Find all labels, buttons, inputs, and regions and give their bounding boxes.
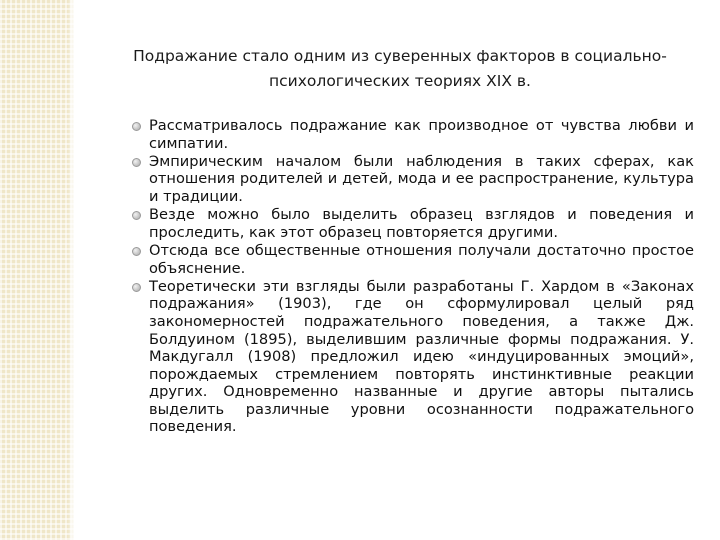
bullet-item-4 — [132, 242, 694, 277]
bullet-dot-icon — [132, 122, 141, 131]
bullet-item-2 — [132, 153, 694, 206]
bullet-dot-icon — [132, 211, 141, 220]
bullet-text: Эмпирическим началом были наблюдения в таких сферах, как отношения родителей и детей, мода и ее распространение, культура и традиции. — [149, 152, 694, 205]
bullet-text: Везде можно было выделить образец взглядов и поведения и проследить, как этот образец повторяется другими. — [149, 206, 694, 241]
decorative-side-strip — [0, 0, 74, 540]
bullet-item-3 — [132, 206, 694, 241]
slide-title — [100, 44, 700, 94]
bullet-text: Рассматривалось подражание как производное от чувства любви и симпатии. — [149, 117, 694, 152]
bullet-item-1 — [132, 117, 694, 152]
bullet-dot-icon — [132, 247, 141, 256]
bullet-dot-icon — [132, 158, 141, 167]
title-keyword: Подражание — [133, 47, 238, 65]
bullet-list — [132, 117, 694, 437]
bullet-dot-icon — [132, 283, 141, 292]
bullet-text: Теоретически эти взгляды были разработаны Г. Хардом в «Законах подражания» (1903), где он сформулировал целый ряд закономерностей подражательного поведения, а также Дж. Болдуином (1895), выделившим различные формы подражания. У. Макдугалл (1908) предложил идею «индуцированных эмоций», порождаемых стремлением повторять инстинктивные реакции других. Одновременно названные и другие авторы пытались выделить различные уровни осознанности подражательного поведения. — [149, 277, 694, 436]
bullet-text: Отсюда все общественные отношения получали достаточно простое объяснение. — [149, 241, 694, 277]
title-text: стало одним из суверенных факторов в социально-психологических теориях XIX в. — [237, 47, 667, 90]
bullet-item-5 — [132, 278, 694, 436]
